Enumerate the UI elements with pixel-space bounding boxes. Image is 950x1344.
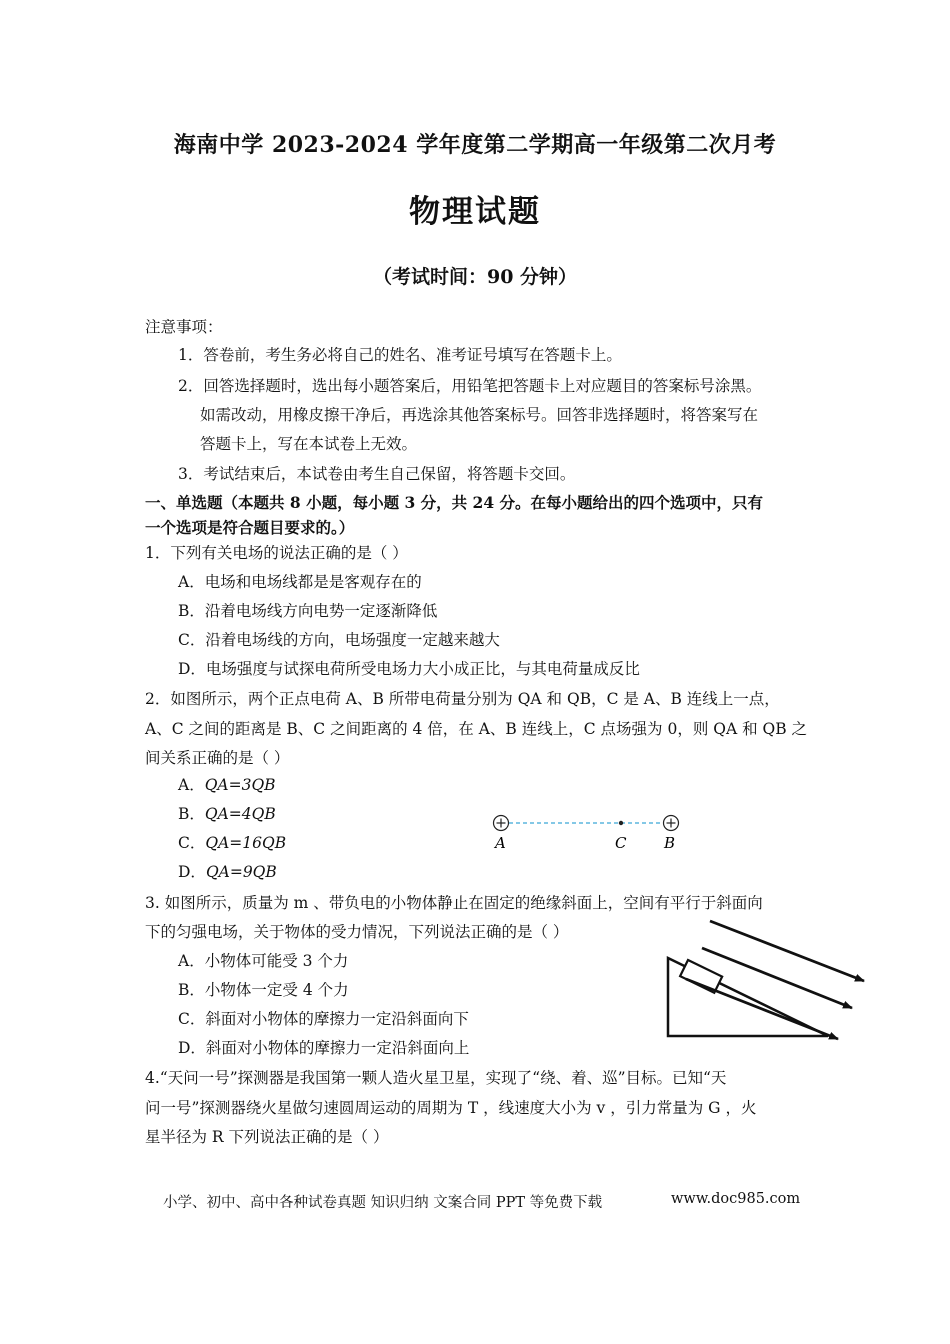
q3-stem-line1: 3. 如图所示，质量为 m 、带负电的小物体静止在固定的绝缘斜面上，空间有平行于斜面向 [145, 894, 763, 912]
q4-stem-line2: 问一号”探测器绕火星做匀速圆周运动的周期为 T ，线速度大小为 v ，引力常量为 G ，火 [145, 1099, 757, 1117]
section-heading-line2: 一个选项是符合题目要求的。） [145, 518, 355, 537]
q3-incline-figure [660, 918, 870, 1043]
q2-option-d-label: D． [178, 863, 206, 881]
point-c-dot [619, 821, 623, 825]
q2-option-d-expr: QA=9QB [205, 863, 277, 881]
notice-item-1: 1．答卷前，考生务必将自己的姓名、准考证号填写在答题卡上。 [178, 346, 622, 364]
q2-option-d [178, 860, 277, 882]
q1-option-c: C．沿着电场线的方向，电场强度一定越来越大 [178, 631, 500, 649]
fig-label-a: A [495, 834, 506, 852]
fig-label-b: B [664, 834, 676, 852]
q1-stem: 1．下列有关电场的说法正确的是（ ） [145, 544, 408, 562]
notice-item-2-line2: 如需改动，用橡皮擦干净后，再选涂其他答案标号。回答非选择题时，将答案写在 [200, 406, 759, 424]
q2-stem-line3: 间关系正确的是（ ） [145, 749, 290, 767]
q3-option-d: D．斜面对小物体的摩擦力一定沿斜面向上 [178, 1039, 470, 1057]
charge-b-icon [664, 816, 679, 831]
notice-heading: 注意事项： [145, 318, 223, 336]
q2-option-c-expr: QA=16QB [205, 834, 287, 852]
q3-stem-line2: 下的匀强电场，关于物体的受力情况，下列说法正确的是（ ） [145, 923, 569, 941]
q2-option-c [178, 831, 286, 853]
charge-a-icon [494, 816, 509, 831]
notice-item-2-line1: 2．回答选择题时，选出每小题答案后，用铅笔把答题卡上对应题目的答案标号涂黑。 [178, 377, 762, 395]
exam-duration: （考试时间：90 分钟） [372, 266, 578, 288]
footer-url[interactable]: www.doc985.com [671, 1191, 801, 1207]
notice-item-2-line3: 答题卡上，写在本试卷上无效。 [200, 435, 418, 453]
footer-slogan: 小学、初中、高中各种试卷真题 知识归纳 文案合同 PPT 等免费下载 [163, 1195, 603, 1211]
subject-title: 物理试题 [409, 194, 541, 230]
q2-option-a-expr: QA=3QB [204, 776, 276, 794]
q3-option-c: C．斜面对小物体的摩擦力一定沿斜面向下 [178, 1010, 469, 1028]
q2-stem-line2: A、C 之间的距离是 B、C 之间距离的 4 倍，在 A、B 连线上，C 点场强为 0，则 QA 和 QB 之 [145, 720, 808, 738]
field-arrow-1 [710, 921, 864, 981]
section-heading-line1: 一、单选题（本题共 8 小题，每小题 3 分，共 24 分。在每小题给出的四个选项中，只有 [145, 493, 764, 512]
q2-option-b [178, 802, 276, 824]
notice-item-3: 3．考试结束后，本试卷由考生自己保留，将答题卡交回。 [178, 465, 576, 483]
q1-option-a: A．电场和电场线都是是客观存在的 [178, 573, 422, 591]
fig-label-c: C [615, 834, 627, 852]
q4-stem-line1: 4.“天问一号”探测器是我国第一颗人造火星卫星，实现了“绕、着、巡”目标。已知“天 [145, 1069, 727, 1087]
q4-stem-line3: 星半径为 R 下列说法正确的是（ ） [145, 1128, 389, 1146]
q1-option-d: D．电场强度与试探电荷所受电场力大小成正比，与其电荷量成反比 [178, 660, 640, 678]
q2-option-b-expr: QA=4QB [204, 805, 276, 823]
q2-option-c-label: C． [178, 834, 206, 852]
q2-option-a [178, 773, 276, 795]
q3-option-b: B．小物体一定受 4 个力 [178, 981, 349, 999]
q2-charge-figure [490, 812, 690, 857]
q3-option-a: A．小物体可能受 3 个力 [178, 952, 349, 970]
q2-option-a-label: A． [178, 776, 205, 794]
school-title: 海南中学 2023-2024 学年度第二学期高一年级第二次月考 [173, 132, 777, 158]
q1-option-b: B．沿着电场线方向电势一定逐渐降低 [178, 602, 438, 620]
q2-stem-line1: 2．如图所示，两个正点电荷 A、B 所带电荷量分别为 QA 和 QB，C 是 A、B 连线上一点， [145, 690, 780, 708]
q2-option-b-label: B． [178, 805, 205, 823]
